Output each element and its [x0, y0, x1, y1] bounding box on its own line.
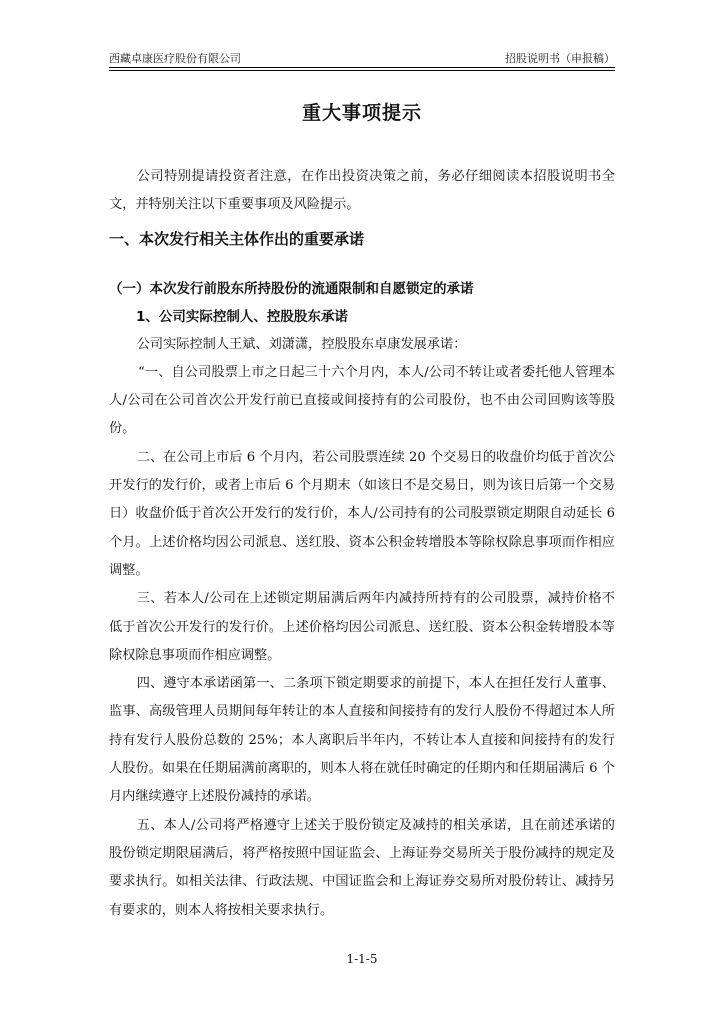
- header-document-type: 招股说明书（申报稿）: [505, 52, 615, 65]
- item-lead-paragraph: 公司实际控制人王斌、刘潇潇，控股股东卓康发展承诺：: [136, 336, 467, 352]
- commitment-paragraph-5: 五、本人/公司将严格遵守上述关于股份锁定及减持的相关承诺，且在前述承诺的股份锁定期限届满后，将严格按照中国证监会、上海证券交易所关于股份减持的规定及要求执行。如相关法律、行政法规、中国证监会和上海证券交易所对股份转让、减持另有要求的，则本人将按相关要求执行。: [109, 817, 615, 918]
- intro-paragraph: 公司特别提请投资者注意，在作出投资决策之前，务必仔细阅读本招股说明书全文，并特别关注以下重要事项及风险提示。: [109, 169, 615, 213]
- item-heading: 1、公司实际控制人、控股股东承诺: [136, 308, 348, 325]
- commitment-paragraph-2: 二、在公司上市后 6 个月内，若公司股票连续 20 个交易日的收盘价均低于首次公开发行的发行价，或者上市后 6 个月期末（如该日不是交易日，则为该日后第一个交易日）收盘价低于首次公开发行的发行价，本人/公司持有的公司股票锁定期限自动延长 6 个月。上述价格均因公司派息、送红股、资本公积金转增股本等除权除息事项而作相应调整。: [109, 449, 615, 578]
- commitment-paragraph-1: “一、自公司股票上市之日起三十六个月内，本人/公司不转让或者委托他人管理本人/公司在公司首次公开发行前已直接或间接持有的公司股份，也不由公司回购该等股份。: [109, 364, 615, 437]
- commitment-paragraph-3: 三、若本人/公司在上述锁定期届满后两年内减持所持有的公司股票，减持价格不低于首次公开发行的发行价。上述价格均因公司派息、送红股、资本公积金转增股本等除权除息事项而作相应调整。: [109, 591, 615, 663]
- section-heading-1: 一、本次发行相关主体作出的重要承诺: [109, 229, 365, 248]
- subsection-heading: （一）本次发行前股东所持股份的流通限制和自愿锁定的承诺: [109, 280, 474, 297]
- page-header: [109, 50, 615, 67]
- header-rule: [109, 67, 615, 71]
- page-number: 1-1-5: [346, 952, 378, 966]
- header-company-name: 西藏卓康医疗股份有限公司: [109, 52, 241, 65]
- page-title: 重大事项提示: [301, 102, 422, 124]
- document-body: [109, 98, 615, 925]
- commitment-paragraph-4: 四、遵守本承诺函第一、二条项下锁定期要求的前提下，本人在担任发行人董事、监事、高级管理人员期间每年转让的本人直接和间接持有的发行人股份不得超过本人所持有发行人股份总数的 25%；本人离职后半年内，不转让本人直接和间接持有的发行人股份。如果在任期届满前离职的，则本人将在就任时确定的任期内和任期届满后 6 个月内继续遵守上述股份减持的承诺。: [109, 676, 615, 805]
